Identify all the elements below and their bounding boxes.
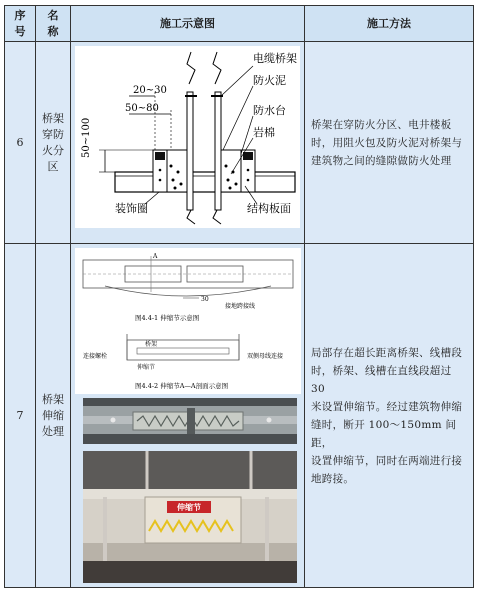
row7-name-line: 伸缩 [42,408,64,422]
row7-method-line: 米设置伸缩节。经过建筑物伸缩 [311,400,463,413]
fig2-bolt-label: 连接螺栓 [83,353,108,360]
row6-method [305,42,473,243]
dim-50-100: 50~100 [81,117,92,158]
fire-stop-diagram [75,46,300,228]
header-method [305,6,473,42]
floor-slab-shape [115,172,295,192]
fig1-caption: 图4.4-1 伸缩节示意图 [135,314,200,322]
row6-method-line: 桥架在穿防火分区、电井楼板 [311,118,452,131]
fig2-busbar-label: 双侧母线连接 [247,353,284,360]
row6-method-line: 时，用阻火包及防火泥对桥架与 [311,136,463,149]
dim-20-30: 20~30 [133,85,167,96]
header-diagram [71,6,304,42]
row7-method-line: 设置伸缩节，同时在两端进行接 [311,454,463,467]
fig1-dim-30: 30 [201,296,209,303]
row7-method-line: 地跨接。 [311,472,355,485]
header-seq-line1: 序 [14,9,26,22]
construction-table [4,5,474,588]
header-diagram-label: 施工示意图 [160,17,215,30]
photo-joint-label: 伸缩节 [177,502,201,512]
row7-seq-value: 7 [16,408,24,422]
header-seq-line2: 号 [14,25,26,38]
label-cable-tray: 电缆桥架 [253,52,297,65]
header-seq [5,6,35,42]
row7-method-line: 缝时，断开 100～150mm 间距， [311,418,457,449]
header-method-label: 施工方法 [367,17,411,30]
row6-name-line: 桥架 [42,111,64,125]
expansion-joint-photo-top [83,398,297,444]
header-name-line2: 称 [47,25,59,38]
label-trim-ring: 装饰圈 [115,202,148,215]
header-name [36,6,70,42]
row6-name-line: 穿防 [42,127,64,141]
row7-name-line: 桥架 [42,392,64,406]
fig1-section-a: A [153,253,158,260]
row7-method [305,244,473,587]
row7-method-line: 局部存在超长距离桥架、线槽段 [311,346,463,359]
fig1-ground-jumper: 接地跨接线 [225,303,256,310]
header-name-line1: 名 [47,9,59,22]
fig2-caption: 图4.4-2 伸缩节A—A剖面示意图 [135,382,229,390]
label-curb: 防水台 [253,104,286,117]
row7-name-line: 处理 [42,424,64,438]
row6-seq [5,42,35,243]
tray-left-wall [187,92,193,210]
fig2-tray-label: 桥架 [145,341,158,348]
row6-name-line: 区 [47,159,59,173]
dim-50-80: 50~80 [125,103,159,114]
row6-name [36,42,70,243]
label-slab: 结构板面 [247,202,291,215]
fig2-joint-label: 伸缩节 [137,364,156,371]
row6-method-line: 建筑物之间的缝隙做防火处理 [311,154,452,167]
label-rock-wool: 岩棉 [253,126,275,139]
expansion-joint-photo-bottom [83,451,297,583]
row7-seq [5,244,35,587]
row7-method-line: 时，桥架、线槽在直线段超过 30 [311,364,452,395]
expansion-joint-diagram [75,248,301,394]
row6-name-line: 火分 [42,143,64,157]
tray-right-wall [215,92,221,210]
label-fire-mud: 防火泥 [253,74,286,87]
row7-name [36,244,70,587]
row6-seq-value: 6 [16,135,24,149]
